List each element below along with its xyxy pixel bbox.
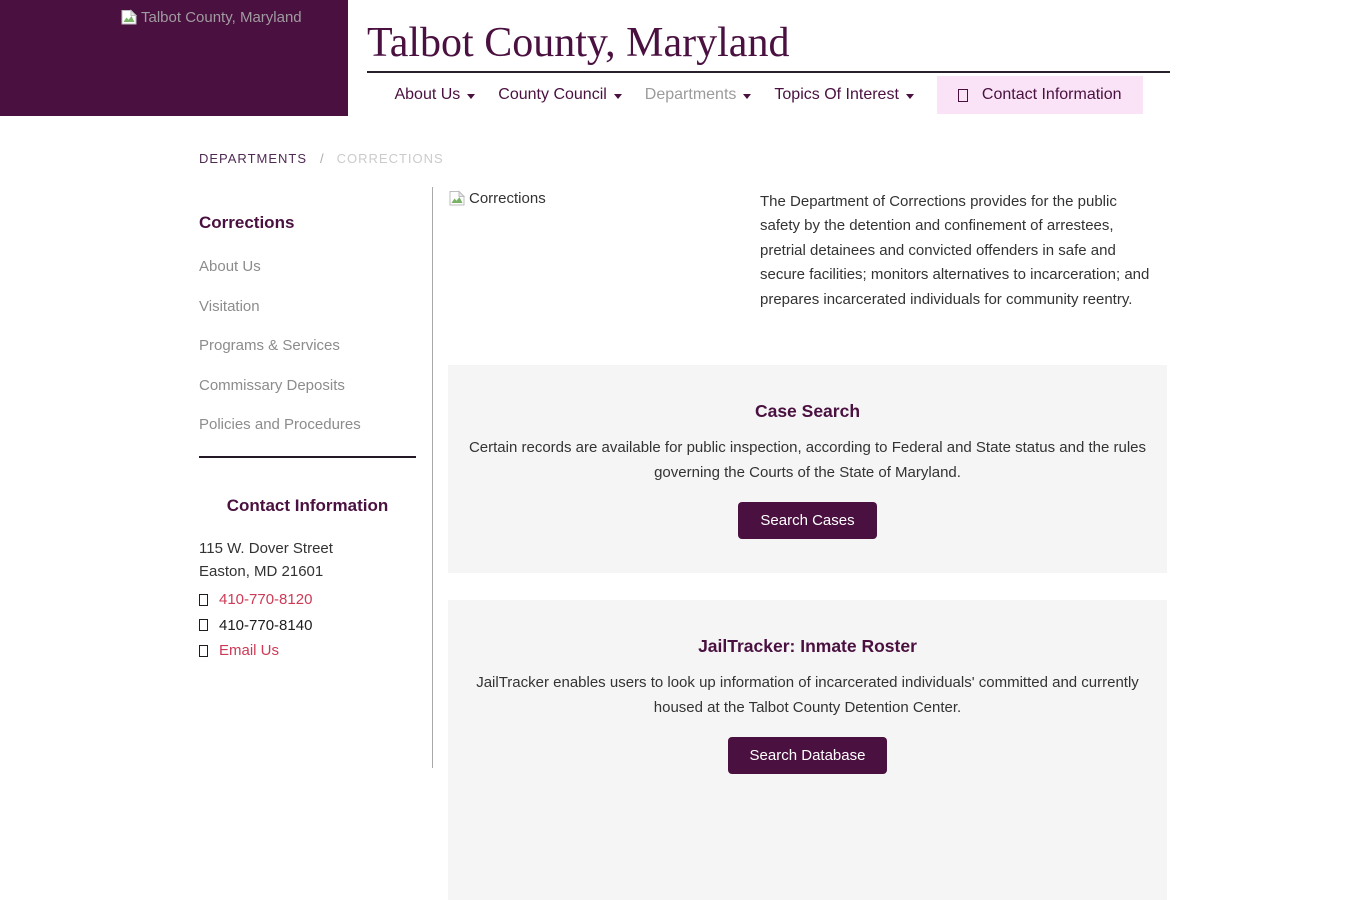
- nav-item-label: Departments: [644, 86, 737, 103]
- phone-row-primary: [199, 591, 416, 608]
- breadcrumb-departments[interactable]: DEPARTMENTS: [199, 151, 308, 166]
- logo-broken-image[interactable]: [120, 9, 302, 26]
- email-icon: [199, 645, 208, 657]
- sidebar-item-visitation[interactable]: Visitation: [199, 297, 260, 315]
- image-alt-text: Corrections: [469, 190, 546, 207]
- address-line-1: 115 W. Dover Street: [199, 539, 333, 557]
- nav-item-label: Topics Of Interest: [774, 86, 899, 103]
- site-logo[interactable]: [0, 0, 348, 116]
- phone-row-secondary: [199, 617, 416, 634]
- phone-number-secondary: 410-770-8140: [219, 616, 313, 634]
- nav-item-label: County Council: [498, 86, 607, 103]
- nav-item-topics-of-interest[interactable]: [774, 86, 914, 104]
- main-nav: [367, 74, 1170, 116]
- header-title-row: [367, 0, 1170, 73]
- search-cases-button[interactable]: Search Cases: [738, 502, 876, 539]
- nav-item-contact-information[interactable]: [937, 76, 1143, 114]
- phone-link-primary[interactable]: 410-770-8120: [219, 591, 313, 608]
- sidebar-item-programs-services[interactable]: Programs & Services: [199, 337, 340, 354]
- site-header: [367, 0, 1170, 116]
- sidebar-section-title: Corrections: [199, 213, 295, 232]
- jailtracker-title: JailTracker: Inmate Roster: [698, 636, 917, 656]
- page-title: Talbot County, Maryland: [367, 20, 790, 66]
- nav-item-label: About Us: [394, 86, 461, 103]
- case-search-title: Case Search: [754, 401, 861, 421]
- nav-item-departments[interactable]: [645, 86, 752, 104]
- breadcrumb-corrections: CORRECTIONS: [336, 151, 444, 166]
- breadcrumb-separator: /: [320, 151, 324, 166]
- search-database-button[interactable]: Search Database: [728, 737, 888, 774]
- phone-icon: [199, 594, 208, 606]
- broken-image-icon: [120, 9, 138, 25]
- sidebar-item-policies-procedures[interactable]: Policies and Procedures: [199, 416, 361, 433]
- sidebar-divider: [199, 456, 416, 458]
- jailtracker-card: [448, 600, 1167, 900]
- sidebar-item-commissary-deposits[interactable]: Commissary Deposits: [199, 376, 345, 394]
- chevron-down-icon: [614, 94, 622, 99]
- email-row: [199, 642, 416, 659]
- address-line-2: Easton, MD 21601: [199, 562, 324, 580]
- broken-image-icon: [448, 190, 466, 206]
- missing-glyph-icon: [958, 89, 968, 102]
- nav-item-county-council[interactable]: [498, 86, 622, 104]
- fax-icon: [199, 619, 208, 631]
- sidebar: [199, 213, 416, 659]
- case-search-card: [448, 365, 1167, 573]
- breadcrumb: [199, 151, 444, 166]
- sidebar-vertical-divider: [432, 187, 433, 768]
- department-broken-image: [448, 190, 760, 207]
- chevron-down-icon: [906, 94, 914, 99]
- department-intro-section: [448, 190, 1167, 312]
- department-description: The Department of Corrections provides for the public safety by the detention and confinement of arrestees, pretrial detainees and convicted offenders in safe and secure facilities; monitors alternatives to incarceration; and prepares incarcerated individuals for community reentry.: [760, 193, 1150, 308]
- main-content: [448, 190, 1167, 764]
- contact-address: [199, 537, 416, 583]
- chevron-down-icon: [467, 94, 475, 99]
- sidebar-item-about-us[interactable]: About Us: [199, 258, 261, 275]
- nav-item-about-us[interactable]: [394, 86, 475, 104]
- department-image-column: [448, 190, 760, 312]
- jailtracker-description: JailTracker enables users to look up information of incarcerated individuals' committed and currently housed at the Talbot County Detention Center.: [476, 674, 1139, 716]
- email-us-link[interactable]: Email Us: [219, 642, 280, 659]
- case-search-description: Certain records are available for public inspection, according to Federal and State status and the rules governing the Courts of the State of Maryland.: [468, 439, 1147, 481]
- logo-alt-text: Talbot County, Maryland: [141, 9, 302, 26]
- chevron-down-icon: [743, 94, 751, 99]
- contact-info-heading: Contact Information: [226, 495, 389, 515]
- nav-item-label: Contact Information: [981, 86, 1122, 103]
